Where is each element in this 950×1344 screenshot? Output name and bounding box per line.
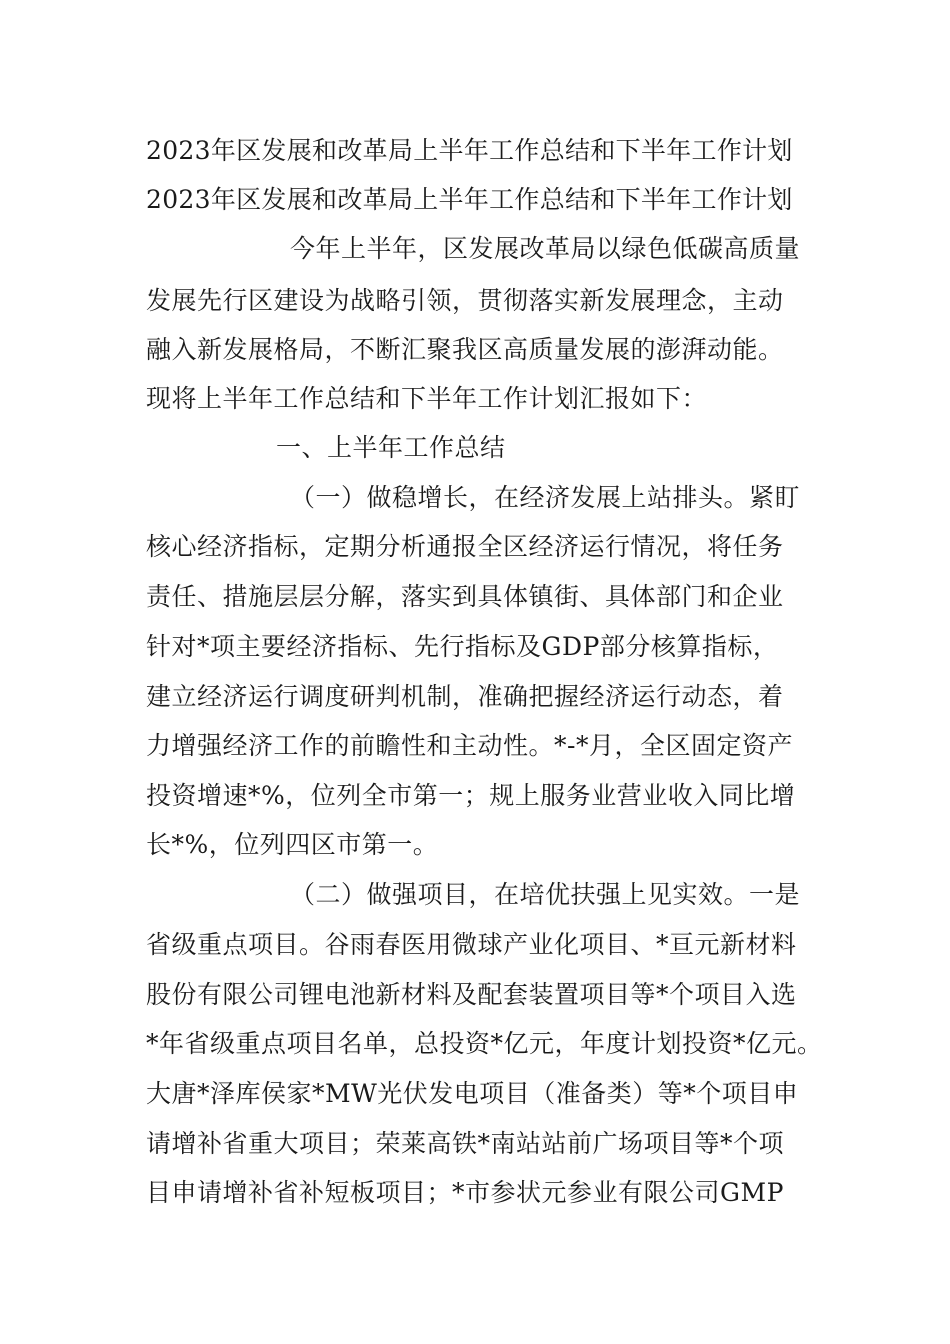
paragraph-line: 现将上半年工作总结和下半年工作计划汇报如下： bbox=[146, 384, 708, 413]
document-title-line-2: 2023年区发展和改革局上半年工作总结和下半年工作计划 bbox=[146, 185, 793, 214]
paragraph-line: 今年上半年，区发展改革局以绿色低碳高质量 bbox=[290, 234, 801, 263]
paragraph-line: 目申请增补省补短板项目；*市参状元参业有限公司GMP bbox=[146, 1178, 784, 1207]
paragraph-line: 力增强经济工作的前瞻性和主动性。*-*月，全区固定资产 bbox=[146, 731, 793, 760]
paragraph-line: （一）做稳增长，在经济发展上站排头。紧盯 bbox=[290, 483, 801, 512]
paragraph-line: 股份有限公司锂电池新材料及配套装置项目等*个项目入选 bbox=[146, 980, 797, 1009]
paragraph-line: *年省级重点项目名单，总投资*亿元，年度计划投资*亿元。 bbox=[146, 1029, 823, 1058]
paragraph-line: 发展先行区建设为战略引领，贯彻落实新发展理念，主动 bbox=[146, 286, 784, 315]
paragraph-line: 大唐*泽库侯家*MW光伏发电项目（准备类）等*个项目申 bbox=[146, 1079, 799, 1108]
paragraph-line: 责任、措施层层分解，落实到具体镇街、具体部门和企业 bbox=[146, 582, 784, 611]
paragraph-line: 长*%，位列四区市第一。 bbox=[146, 830, 439, 859]
paragraph-line: 针对*项主要经济指标、先行指标及GDP部分核算指标， bbox=[146, 632, 779, 661]
paragraph-line: 核心经济指标，定期分析通报全区经济运行情况，将任务 bbox=[146, 532, 784, 561]
paragraph-line: （二）做强项目，在培优扶强上见实效。一是 bbox=[290, 880, 801, 909]
section-heading: 一、上半年工作总结 bbox=[276, 433, 506, 462]
paragraph-line: 建立经济运行调度研判机制，准确把握经济运行动态，着 bbox=[146, 682, 784, 711]
paragraph-line: 融入新发展格局，不断汇聚我区高质量发展的澎湃动能。 bbox=[146, 335, 784, 364]
paragraph-line: 投资增速*%，位列全市第一；规上服务业营业收入同比增 bbox=[146, 781, 796, 810]
document-title-line-1: 2023年区发展和改革局上半年工作总结和下半年工作计划 bbox=[146, 136, 793, 165]
paragraph-line: 省级重点项目。谷雨春医用微球产业化项目、*亘元新材料 bbox=[146, 930, 797, 959]
paragraph-line: 请增补省重大项目；荣莱高铁*南站站前广场项目等*个项 bbox=[146, 1129, 785, 1158]
